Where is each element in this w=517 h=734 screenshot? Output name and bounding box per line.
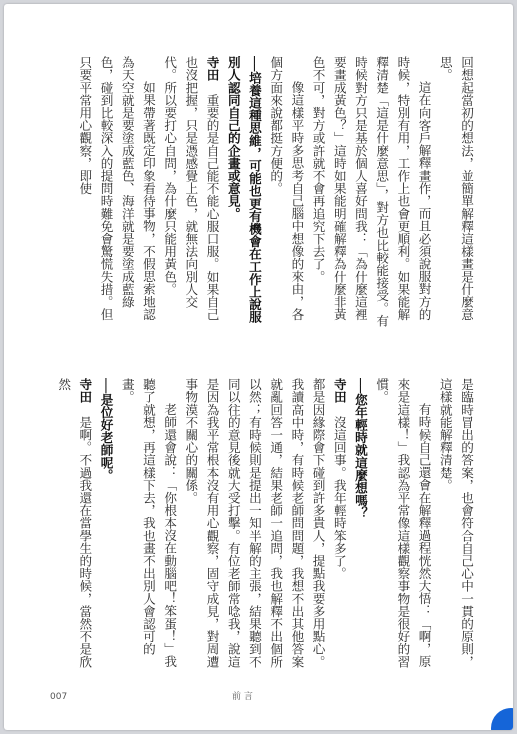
paragraph: 老師還會說：「你根本沒在動腦吧！笨蛋！」我聽了就想，再這樣下去，我也畫不出別人會認可的畫。: [119, 378, 178, 668]
running-title: 前 言: [232, 692, 253, 702]
paragraph: 是臨時冒出的答案，也會符合自己心中一貫的原則，這樣就能解釋清楚。: [437, 378, 474, 668]
page-number: 007: [50, 692, 68, 702]
paragraph: 像這樣平時多思考自己腦中想像的來由，各個方面來說都挺方便的。: [268, 56, 305, 321]
answer-text: 是啊。不過我還在當學生的時候，當然不是欣然: [56, 378, 93, 668]
paragraph: 都是因緣際會下碰到許多貴人，提點我要多用點心。我讀高中時，有時候老師問問題，我想不出其他答案就亂回答一通，結果老師一追問，我也解釋不出個所以然；有時候則是提出一知半解的主張，結果聽到不同以往的意見後就大受打擊。有位老師常唸我，說這是因為我平常根本沒有用心觀察，固守成見，對周遭事物漠不關心的關係。: [183, 378, 326, 668]
speaker-name: 寺田: [331, 378, 347, 404]
paragraph: 這在向客戶解釋畫作，而且必須說服對方的時候，特別有用，工作上也會更順利。如果能解釋清楚「這是什麼意思」，對方也比較能接受。有時候對方只是基於個人喜好問我：「為什麼這裡要畫成黃色？」這時如果能明確解釋為什麼非黃色不可，對方或許就不會再追究下去了。: [310, 56, 432, 327]
paragraph: 如果帶著既定印象看待事物，不假思索地認為天空就是要塗成藍色、海洋就是要塗成藍綠色，碰到比較深入的提問時難免會驚慌失措。但只要平常用心觀察，即使: [77, 56, 156, 321]
speaker-answer: [159, 56, 223, 327]
interview-question: ──培養這種思維，可能也更有機會在工作上說服別人認同自己的企畫或意見。: [225, 56, 262, 324]
paragraph: 有時候自己還會在解釋過程恍然大悟：「啊，原來是這樣！」我認為平常像這樣觀察事物是很好的習慣。: [374, 378, 432, 668]
bottom-text-block: [17, 378, 477, 670]
speaker-answer: [329, 378, 350, 670]
document-page: [4, 4, 513, 730]
speaker-answer: [53, 378, 95, 670]
answer-text: 沒這回事。我年輕時笨多了。: [331, 415, 347, 580]
interview-question: ──是位好老師呢。: [98, 378, 114, 482]
top-text-block: [17, 56, 477, 327]
paragraph: 回想起當初的想法，並簡單解釋這樣畫是什麼意思。: [437, 56, 474, 321]
answer-text: 重要的是自己能不能心服口服。如果自己也沒把握，只是憑感覺上色，就無法向別人交代。所以要打心自問，為什麼只能用黃色。: [162, 56, 220, 321]
speaker-name: 寺田: [204, 56, 220, 82]
interview-question: ──您年輕時就這麼想嗎？: [352, 378, 368, 520]
corner-circle-icon: [491, 708, 513, 730]
speaker-name: 寺田: [77, 378, 93, 404]
